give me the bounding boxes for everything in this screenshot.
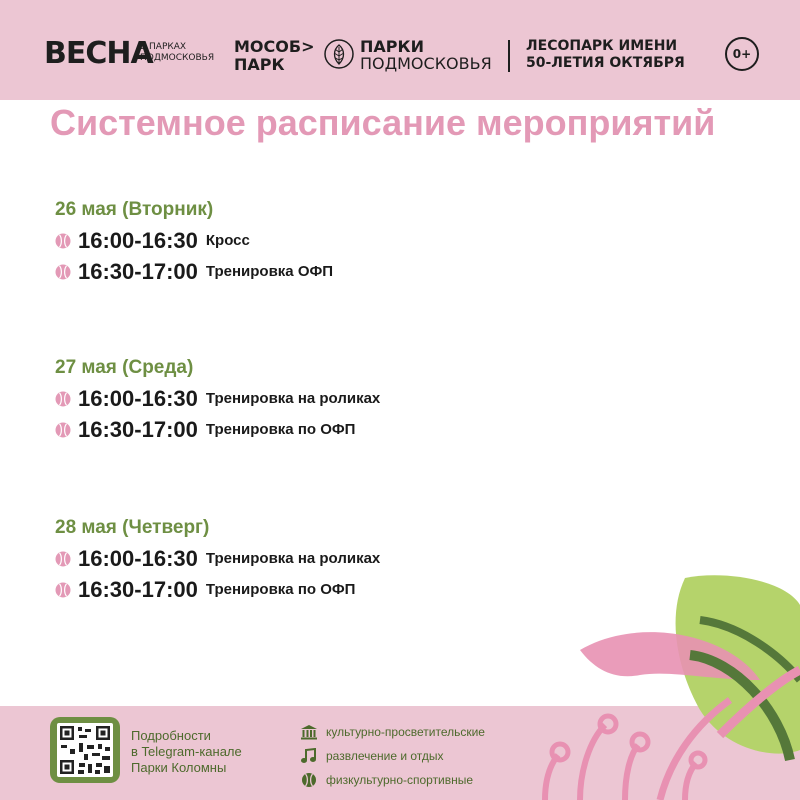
- music-note-icon: [300, 748, 318, 764]
- ball-icon: [55, 582, 71, 598]
- event-name: Тренировка ОФП: [205, 263, 334, 280]
- category-legend: [300, 720, 485, 792]
- ball-icon: [300, 772, 318, 788]
- event-name: Тренировка по ОФП: [205, 581, 356, 598]
- ball-icon: [55, 422, 71, 438]
- event-name: Кросс: [205, 232, 250, 249]
- event-name: Тренировка на роликах: [205, 390, 381, 407]
- day-block: [55, 357, 655, 445]
- event-row: [55, 414, 655, 445]
- header-divider: [508, 40, 510, 72]
- leaf-icon: [324, 39, 354, 69]
- vesna-logo-subtitle: В ПАРКАХ ПОДМОСКОВЬЯ: [140, 42, 215, 63]
- event-name: Тренировка по ОФП: [205, 421, 356, 438]
- ball-icon: [55, 233, 71, 249]
- ball-icon: [55, 391, 71, 407]
- day-date: 26 мая (Вторник): [55, 199, 214, 220]
- legend-label: развлечение и отдых: [326, 749, 444, 763]
- event-row: [55, 383, 655, 414]
- legend-label: культурно-просветительские: [326, 725, 485, 739]
- page-title: Системное расписание мероприятий: [50, 102, 716, 143]
- telegram-qr-code[interactable]: [50, 717, 120, 783]
- event-time: 16:00-16:30: [78, 227, 198, 253]
- legend-item: [300, 744, 485, 768]
- event-time: 16:30-17:00: [78, 258, 198, 284]
- legend-item: [300, 720, 485, 744]
- legend-item: [300, 768, 485, 792]
- event-time: 16:00-16:30: [78, 545, 198, 571]
- event-row: [55, 225, 655, 256]
- floral-decoration: [520, 560, 800, 800]
- telegram-info: Подробности в Telegram-канале Парки Коломны: [131, 728, 242, 775]
- event-name: Тренировка на роликах: [205, 550, 381, 567]
- event-time: 16:30-17:00: [78, 416, 198, 442]
- event-time: 16:00-16:30: [78, 385, 198, 411]
- event-time: 16:30-17:00: [78, 576, 198, 602]
- day-block: [55, 199, 655, 287]
- ball-icon: [55, 264, 71, 280]
- vesna-logo: ВЕСНА: [44, 36, 153, 71]
- lesopark-logo: ЛЕСОПАРК ИМЕНИ 50-ЛЕТИЯ ОКТЯБРЯ: [526, 38, 685, 71]
- qr-code-icon: [57, 723, 113, 777]
- age-rating-badge: 0+: [725, 37, 759, 71]
- legend-label: физкультурно-спортивные: [326, 773, 474, 787]
- event-row: [55, 256, 655, 287]
- day-date: 28 мая (Четверг): [55, 517, 210, 538]
- parki-podmoskovya-logo: ПАРКИ ПОДМОСКОВЬЯ: [360, 37, 492, 73]
- ball-icon: [55, 551, 71, 567]
- mosobpark-logo: МОСОБ> ПАРК: [234, 37, 315, 74]
- day-date: 27 мая (Среда): [55, 357, 194, 378]
- museum-icon: [300, 724, 318, 740]
